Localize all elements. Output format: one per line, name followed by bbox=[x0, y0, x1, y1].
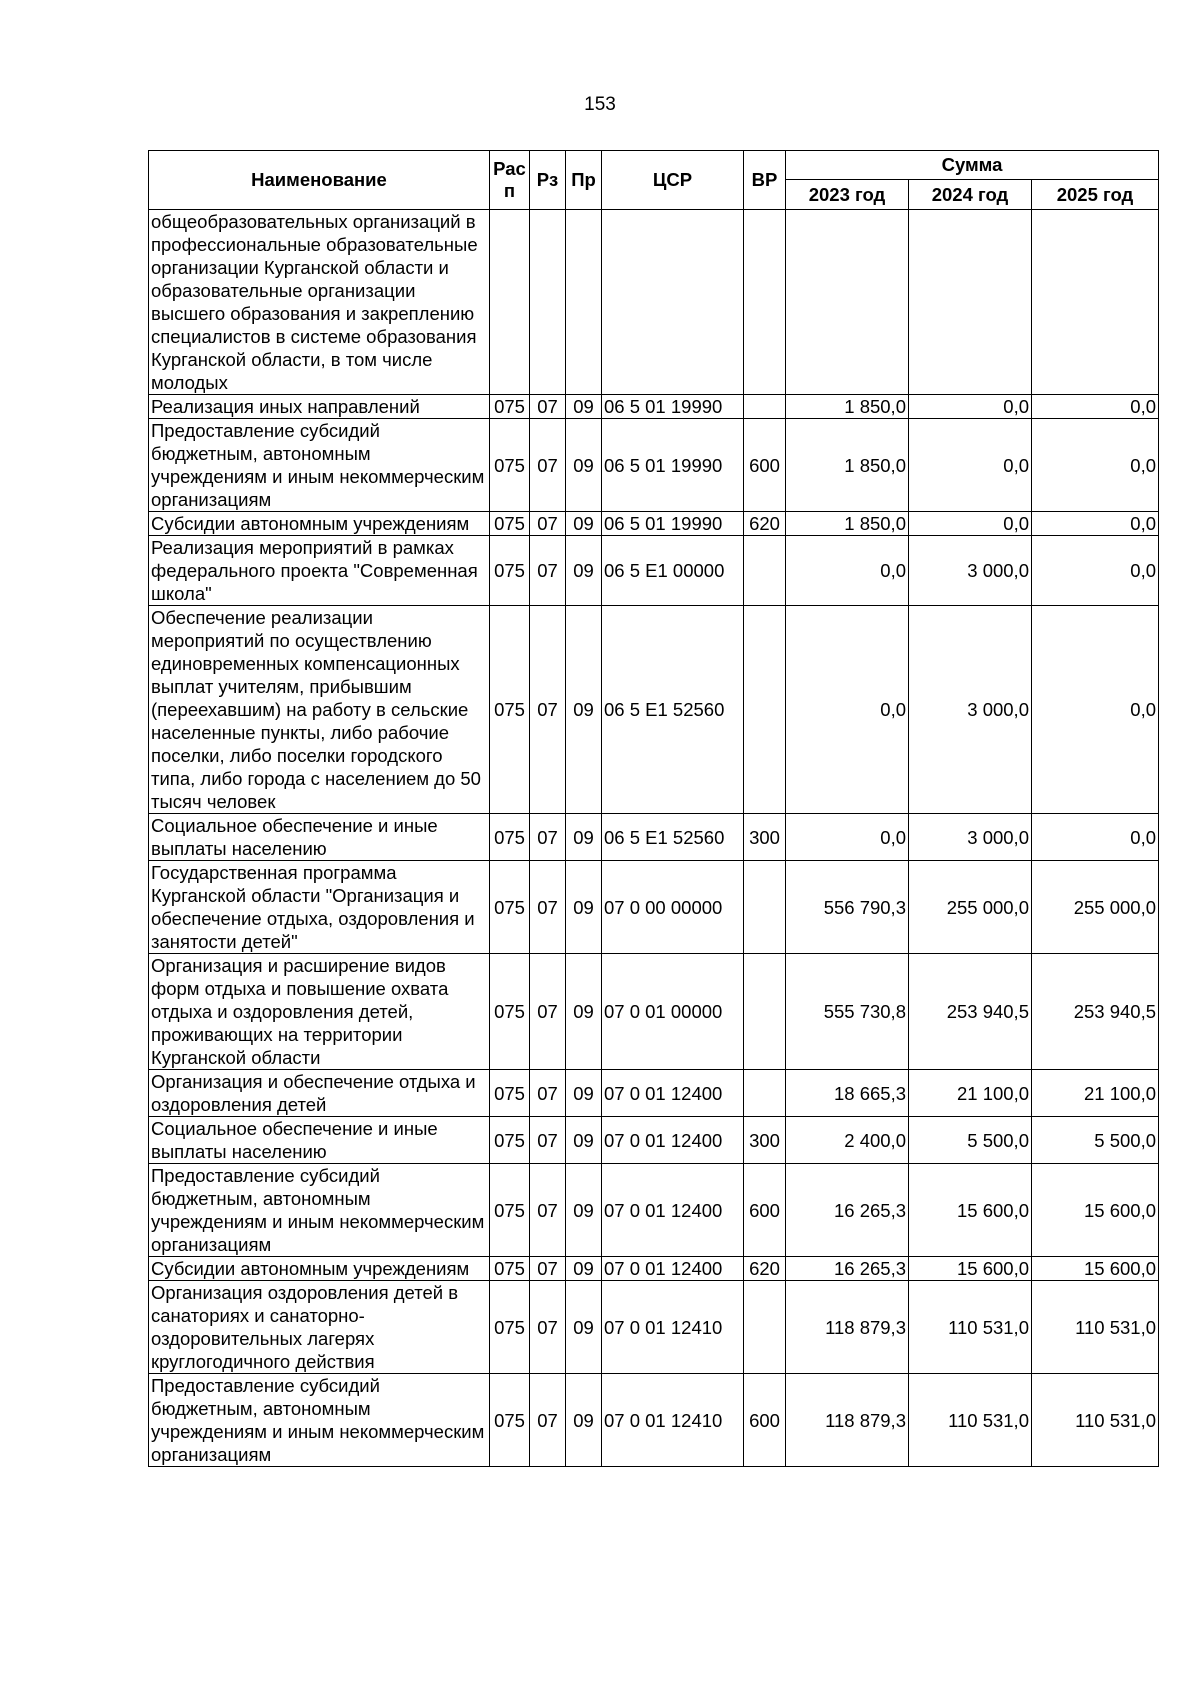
cell-vr: 600 bbox=[744, 419, 786, 512]
cell-sum-2023: 1 850,0 bbox=[786, 395, 909, 419]
cell-sum-2025: 0,0 bbox=[1032, 395, 1159, 419]
cell-pr: 09 bbox=[566, 1164, 602, 1257]
cell-rz: 07 bbox=[530, 1164, 566, 1257]
cell-pr: 09 bbox=[566, 1281, 602, 1374]
cell-pr: 09 bbox=[566, 861, 602, 954]
table-row bbox=[149, 954, 1159, 1070]
cell-vr bbox=[744, 954, 786, 1070]
cell-sum-2023: 0,0 bbox=[786, 536, 909, 606]
cell-rz: 07 bbox=[530, 1117, 566, 1164]
cell-vr: 620 bbox=[744, 512, 786, 536]
cell-name: Организация оздоровления детей в санаториях и санаторно-оздоровительных лагерях круглогодичного действия bbox=[149, 1281, 490, 1374]
cell-name: Предоставление субсидий бюджетным, автономным учреждениям и иным некоммерческим организациям bbox=[149, 1164, 490, 1257]
cell-csr: 06 5 01 19990 bbox=[602, 395, 744, 419]
cell-csr: 07 0 01 12410 bbox=[602, 1374, 744, 1467]
cell-name: общеобразовательных организаций в профессиональные образовательные организации Курганской области и образовательные организации высшего образования и закреплению специалистов в системе образования Курганской области, в том числе молодых bbox=[149, 210, 490, 395]
budget-table bbox=[148, 150, 1159, 1467]
cell-sum-2023 bbox=[786, 210, 909, 395]
cell-sum-2024: 3 000,0 bbox=[909, 814, 1032, 861]
cell-sum-2023: 1 850,0 bbox=[786, 419, 909, 512]
cell-rasp: 075 bbox=[490, 606, 530, 814]
table-row bbox=[149, 814, 1159, 861]
cell-sum-2025: 110 531,0 bbox=[1032, 1281, 1159, 1374]
cell-name: Организация и обеспечение отдыха и оздоровления детей bbox=[149, 1070, 490, 1117]
header-year-2024: 2024 год bbox=[909, 180, 1032, 210]
header-pr: Пр bbox=[566, 151, 602, 210]
cell-vr: 600 bbox=[744, 1374, 786, 1467]
table-row bbox=[149, 861, 1159, 954]
table-row bbox=[149, 210, 1159, 395]
table-body bbox=[149, 210, 1159, 1467]
cell-csr: 06 5 E1 00000 bbox=[602, 536, 744, 606]
cell-rasp: 075 bbox=[490, 814, 530, 861]
header-rz: Рз bbox=[530, 151, 566, 210]
cell-vr bbox=[744, 861, 786, 954]
cell-pr bbox=[566, 210, 602, 395]
cell-vr: 300 bbox=[744, 1117, 786, 1164]
table-row bbox=[149, 1070, 1159, 1117]
cell-csr: 07 0 01 12400 bbox=[602, 1117, 744, 1164]
cell-sum-2025: 0,0 bbox=[1032, 536, 1159, 606]
cell-pr: 09 bbox=[566, 1117, 602, 1164]
table-row bbox=[149, 536, 1159, 606]
cell-pr: 09 bbox=[566, 512, 602, 536]
cell-rz: 07 bbox=[530, 954, 566, 1070]
table-row bbox=[149, 1164, 1159, 1257]
cell-rasp: 075 bbox=[490, 1117, 530, 1164]
cell-csr: 07 0 01 12400 bbox=[602, 1257, 744, 1281]
cell-csr: 07 0 00 00000 bbox=[602, 861, 744, 954]
cell-rz: 07 bbox=[530, 861, 566, 954]
table-row bbox=[149, 395, 1159, 419]
cell-sum-2024: 21 100,0 bbox=[909, 1070, 1032, 1117]
cell-sum-2025: 15 600,0 bbox=[1032, 1257, 1159, 1281]
cell-sum-2023: 118 879,3 bbox=[786, 1281, 909, 1374]
cell-vr: 620 bbox=[744, 1257, 786, 1281]
cell-vr: 600 bbox=[744, 1164, 786, 1257]
cell-rasp: 075 bbox=[490, 1164, 530, 1257]
cell-rz: 07 bbox=[530, 1257, 566, 1281]
cell-rasp: 075 bbox=[490, 861, 530, 954]
cell-sum-2023: 16 265,3 bbox=[786, 1164, 909, 1257]
cell-name: Реализация иных направлений bbox=[149, 395, 490, 419]
header-year-2025: 2025 год bbox=[1032, 180, 1159, 210]
cell-sum-2025: 15 600,0 bbox=[1032, 1164, 1159, 1257]
cell-name: Социальное обеспечение и иные выплаты населению bbox=[149, 814, 490, 861]
cell-sum-2024: 0,0 bbox=[909, 395, 1032, 419]
cell-sum-2024: 0,0 bbox=[909, 512, 1032, 536]
table-row bbox=[149, 1281, 1159, 1374]
table-header bbox=[149, 151, 1159, 210]
cell-sum-2025: 0,0 bbox=[1032, 419, 1159, 512]
cell-rasp: 075 bbox=[490, 1281, 530, 1374]
cell-sum-2023: 0,0 bbox=[786, 606, 909, 814]
cell-rasp: 075 bbox=[490, 536, 530, 606]
cell-csr: 07 0 01 12400 bbox=[602, 1070, 744, 1117]
header-name: Наименование bbox=[149, 151, 490, 210]
cell-sum-2023: 1 850,0 bbox=[786, 512, 909, 536]
cell-name: Государственная программа Курганской области "Организация и обеспечение отдыха, оздоровления и занятости детей" bbox=[149, 861, 490, 954]
cell-pr: 09 bbox=[566, 1257, 602, 1281]
cell-sum-2024: 255 000,0 bbox=[909, 861, 1032, 954]
cell-rasp: 075 bbox=[490, 395, 530, 419]
cell-sum-2023: 18 665,3 bbox=[786, 1070, 909, 1117]
cell-sum-2025: 0,0 bbox=[1032, 512, 1159, 536]
cell-rz: 07 bbox=[530, 814, 566, 861]
cell-rz: 07 bbox=[530, 536, 566, 606]
cell-sum-2024: 15 600,0 bbox=[909, 1164, 1032, 1257]
cell-sum-2025: 5 500,0 bbox=[1032, 1117, 1159, 1164]
cell-rasp: 075 bbox=[490, 1070, 530, 1117]
cell-vr bbox=[744, 536, 786, 606]
cell-sum-2023: 16 265,3 bbox=[786, 1257, 909, 1281]
cell-sum-2025: 255 000,0 bbox=[1032, 861, 1159, 954]
table-row bbox=[149, 419, 1159, 512]
cell-vr bbox=[744, 395, 786, 419]
header-sum: Сумма bbox=[786, 151, 1159, 180]
cell-csr: 06 5 01 19990 bbox=[602, 419, 744, 512]
cell-sum-2023: 556 790,3 bbox=[786, 861, 909, 954]
cell-pr: 09 bbox=[566, 954, 602, 1070]
table-row bbox=[149, 606, 1159, 814]
cell-vr bbox=[744, 210, 786, 395]
cell-csr bbox=[602, 210, 744, 395]
cell-pr: 09 bbox=[566, 419, 602, 512]
cell-name: Реализация мероприятий в рамках федерального проекта "Современная школа" bbox=[149, 536, 490, 606]
cell-rz bbox=[530, 210, 566, 395]
cell-sum-2025: 110 531,0 bbox=[1032, 1374, 1159, 1467]
cell-vr: 300 bbox=[744, 814, 786, 861]
cell-csr: 07 0 01 12400 bbox=[602, 1164, 744, 1257]
cell-rz: 07 bbox=[530, 1374, 566, 1467]
cell-name: Социальное обеспечение и иные выплаты населению bbox=[149, 1117, 490, 1164]
cell-sum-2025: 0,0 bbox=[1032, 606, 1159, 814]
cell-sum-2024: 253 940,5 bbox=[909, 954, 1032, 1070]
cell-sum-2025: 253 940,5 bbox=[1032, 954, 1159, 1070]
cell-rz: 07 bbox=[530, 606, 566, 814]
cell-pr: 09 bbox=[566, 1374, 602, 1467]
cell-rasp: 075 bbox=[490, 954, 530, 1070]
cell-sum-2024: 0,0 bbox=[909, 419, 1032, 512]
table-row bbox=[149, 1257, 1159, 1281]
cell-name: Предоставление субсидий бюджетным, автономным учреждениям и иным некоммерческим организациям bbox=[149, 419, 490, 512]
cell-vr bbox=[744, 1281, 786, 1374]
cell-sum-2023: 118 879,3 bbox=[786, 1374, 909, 1467]
cell-pr: 09 bbox=[566, 536, 602, 606]
cell-name: Предоставление субсидий бюджетным, автономным учреждениям и иным некоммерческим организациям bbox=[149, 1374, 490, 1467]
cell-sum-2023: 0,0 bbox=[786, 814, 909, 861]
cell-csr: 06 5 01 19990 bbox=[602, 512, 744, 536]
table-row bbox=[149, 1117, 1159, 1164]
cell-sum-2024: 110 531,0 bbox=[909, 1281, 1032, 1374]
cell-sum-2024: 110 531,0 bbox=[909, 1374, 1032, 1467]
cell-sum-2024: 5 500,0 bbox=[909, 1117, 1032, 1164]
cell-rz: 07 bbox=[530, 1281, 566, 1374]
cell-pr: 09 bbox=[566, 1070, 602, 1117]
cell-name: Субсидии автономным учреждениям bbox=[149, 512, 490, 536]
cell-pr: 09 bbox=[566, 606, 602, 814]
cell-rasp: 075 bbox=[490, 1257, 530, 1281]
cell-vr bbox=[744, 606, 786, 814]
cell-name: Обеспечение реализации мероприятий по осуществлению единовременных компенсационных выплат учителям, прибывшим (переехавшим) на работу в сельские населенные пункты, либо рабочие поселки, либо поселки городского типа, либо города с населением до 50 тысяч человек bbox=[149, 606, 490, 814]
cell-csr: 07 0 01 00000 bbox=[602, 954, 744, 1070]
header-rasp: Рас п bbox=[490, 151, 530, 210]
header-csr: ЦСР bbox=[602, 151, 744, 210]
cell-rasp: 075 bbox=[490, 419, 530, 512]
cell-csr: 06 5 E1 52560 bbox=[602, 606, 744, 814]
table-row bbox=[149, 1374, 1159, 1467]
cell-csr: 06 5 E1 52560 bbox=[602, 814, 744, 861]
cell-rasp: 075 bbox=[490, 1374, 530, 1467]
cell-sum-2025: 21 100,0 bbox=[1032, 1070, 1159, 1117]
cell-sum-2024: 15 600,0 bbox=[909, 1257, 1032, 1281]
cell-sum-2023: 2 400,0 bbox=[786, 1117, 909, 1164]
cell-name: Организация и расширение видов форм отдыха и повышение охвата отдыха и оздоровления детей, проживающих на территории Курганской области bbox=[149, 954, 490, 1070]
cell-vr bbox=[744, 1070, 786, 1117]
cell-rz: 07 bbox=[530, 419, 566, 512]
cell-sum-2024: 3 000,0 bbox=[909, 536, 1032, 606]
cell-pr: 09 bbox=[566, 395, 602, 419]
cell-sum-2024 bbox=[909, 210, 1032, 395]
cell-rasp: 075 bbox=[490, 512, 530, 536]
page-number: 153 bbox=[584, 94, 616, 115]
cell-csr: 07 0 01 12410 bbox=[602, 1281, 744, 1374]
cell-rz: 07 bbox=[530, 395, 566, 419]
cell-pr: 09 bbox=[566, 814, 602, 861]
header-vr: ВР bbox=[744, 151, 786, 210]
header-year-2023: 2023 год bbox=[786, 180, 909, 210]
cell-rz: 07 bbox=[530, 512, 566, 536]
cell-sum-2025: 0,0 bbox=[1032, 814, 1159, 861]
cell-sum-2025 bbox=[1032, 210, 1159, 395]
cell-name: Субсидии автономным учреждениям bbox=[149, 1257, 490, 1281]
cell-sum-2023: 555 730,8 bbox=[786, 954, 909, 1070]
table-row bbox=[149, 512, 1159, 536]
cell-rasp bbox=[490, 210, 530, 395]
cell-sum-2024: 3 000,0 bbox=[909, 606, 1032, 814]
cell-rz: 07 bbox=[530, 1070, 566, 1117]
